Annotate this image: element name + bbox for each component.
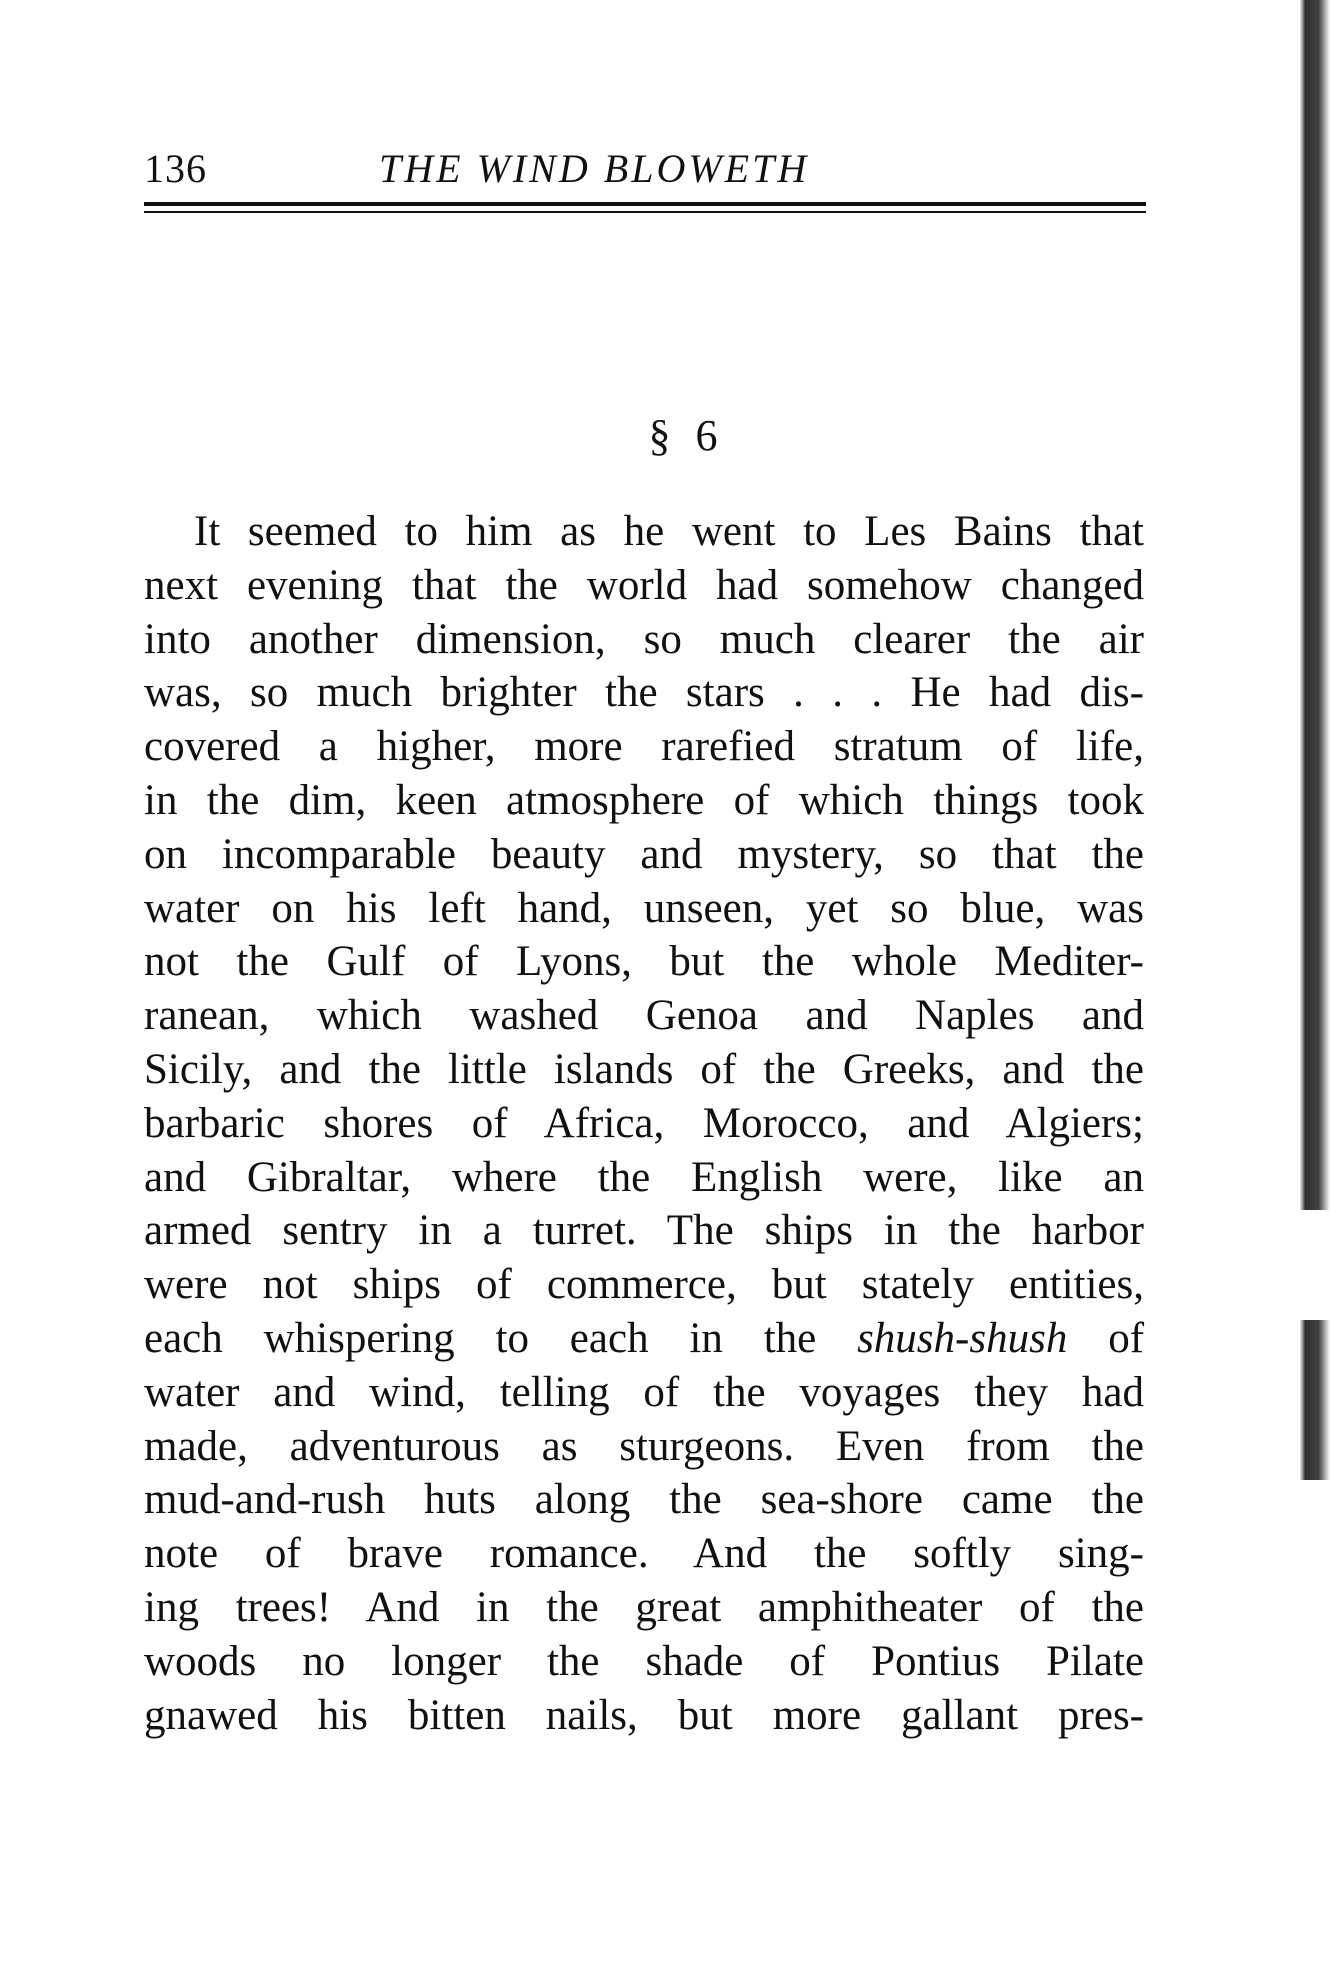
section-number: 6 bbox=[695, 411, 718, 460]
text-segment: each whispering to each in the bbox=[144, 1314, 817, 1362]
text-line-with-italic bbox=[144, 1312, 1144, 1366]
text-line: in the dim, keen atmosphere of which things took bbox=[144, 776, 1144, 824]
header-rule-thick bbox=[144, 202, 1146, 206]
page-header bbox=[144, 145, 1144, 205]
text-line: were not ships of commerce, but stately entities, bbox=[144, 1261, 1144, 1309]
page-number: 136 bbox=[144, 146, 207, 191]
text-line: woods no longer the shade of Pontius Pilate bbox=[144, 1637, 1144, 1685]
text-line: gnawed his bitten nails, but more gallant pres- bbox=[144, 1691, 1144, 1739]
section-heading bbox=[0, 410, 1330, 461]
text-line: covered a higher, more rarefied stratum of life, bbox=[144, 723, 1144, 771]
running-title: THE WIND BLOWETH bbox=[379, 146, 810, 191]
text-line: on incomparable beauty and mystery, so that the bbox=[144, 830, 1144, 878]
text-line: mud-and-rush huts along the sea-shore came the bbox=[144, 1476, 1144, 1524]
italic-phrase: shush-shush bbox=[857, 1314, 1068, 1362]
text-line: next evening that the world had somehow changed bbox=[144, 561, 1144, 609]
text-line: ing trees! And in the great amphitheater of the bbox=[144, 1583, 1144, 1631]
text-line: It seemed to him as he went to Les Bains that bbox=[194, 508, 1144, 555]
body-paragraph bbox=[144, 505, 1144, 1742]
text-line: not the Gulf of Lyons, but the whole Mediter- bbox=[144, 938, 1144, 986]
text-line: Sicily, and the little islands of the Greeks, and the bbox=[144, 1045, 1144, 1093]
text-segment: of bbox=[1108, 1314, 1145, 1362]
page-edge-gap bbox=[1292, 1480, 1330, 1987]
page-edge-gap bbox=[1292, 1210, 1330, 1320]
text-line: barbaric shores of Africa, Morocco, and Algiers; bbox=[144, 1099, 1144, 1147]
header-rule-thin bbox=[144, 211, 1146, 213]
text-line: note of brave romance. And the softly sing- bbox=[144, 1530, 1144, 1578]
text-line: water on his left hand, unseen, yet so blue, was bbox=[144, 884, 1144, 932]
text-line: and Gibraltar, where the English were, like an bbox=[144, 1153, 1144, 1201]
text-line: water and wind, telling of the voyages they had bbox=[144, 1368, 1144, 1416]
text-line: made, adventurous as sturgeons. Even from the bbox=[144, 1422, 1144, 1470]
text-line: into another dimension, so much clearer the air bbox=[144, 615, 1144, 663]
section-sign: § bbox=[648, 411, 671, 460]
text-line: armed sentry in a turret. The ships in the harbor bbox=[144, 1207, 1144, 1255]
text-line: was, so much brighter the stars . . . He had dis- bbox=[144, 669, 1144, 717]
text-line: ranean, which washed Genoa and Naples and bbox=[144, 992, 1144, 1040]
